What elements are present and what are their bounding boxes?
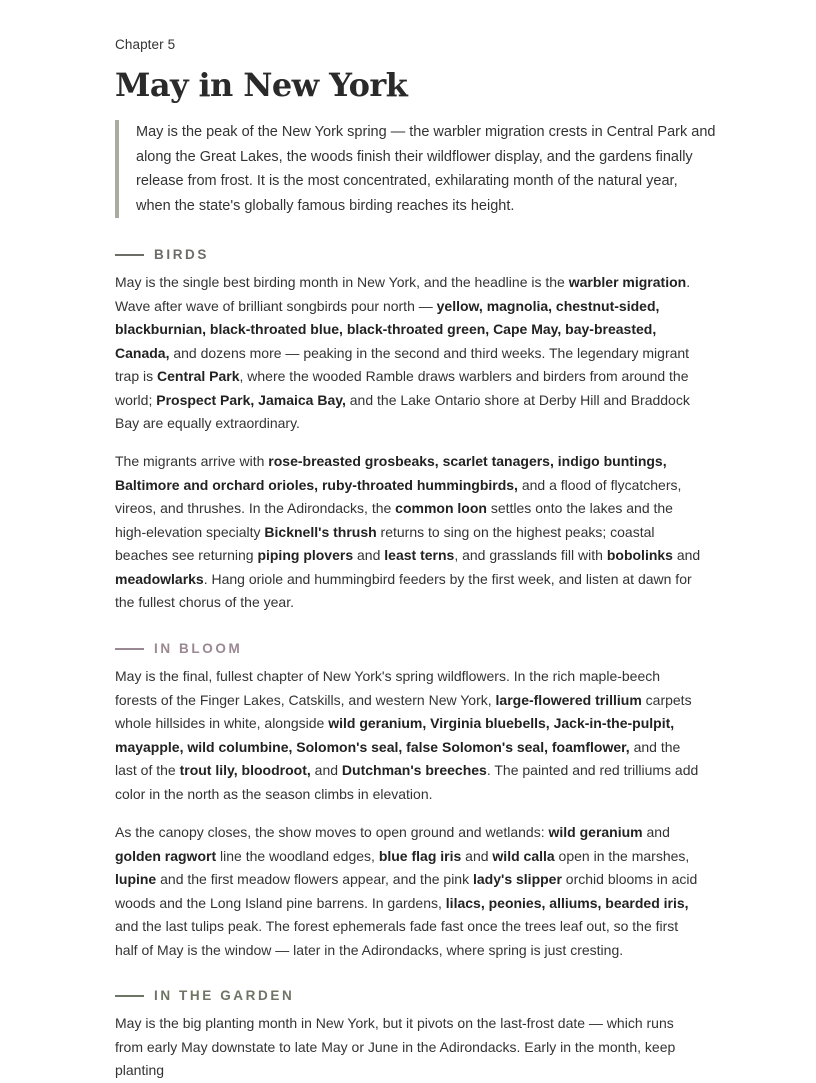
- bold-term: lilacs, peonies, alliums, bearded iris,: [445, 894, 689, 911]
- intro-blockquote: May is the peak of the New York spring — the warbler migration crests in Central Park and along the Great Lakes, the woods finish their wildflower display, and the gardens finally release from frost. It is the most concentrated, exhilarating month of the natural year, when the state's globally famous birding reaches its height.: [115, 120, 716, 218]
- birds-paragraph-2: [115, 450, 701, 615]
- bold-term: wild geranium, Virginia bluebells, Jack-in-the-pulpit, mayapple, wild columbine, Solomon's seal, false Solomon's seal, foamflower,: [115, 715, 675, 755]
- text-run: , where the wooded Ramble draws warblers and birders from around the world;: [115, 368, 689, 408]
- bold-term: least terns: [384, 547, 455, 563]
- bold-term: Prospect Park, Jamaica Bay,: [156, 391, 346, 408]
- text-run: As the canopy closes, the show moves to open ground and wetlands:: [115, 824, 549, 840]
- section-heading-label: BIRDS: [154, 247, 210, 262]
- text-run: and a flood of flycatchers, vireos, and thrushes. In the Adirondacks, the: [115, 476, 682, 516]
- text-run: orchid blooms in acid woods and the Long Island pine barrens. In gardens,: [115, 871, 698, 911]
- text-run: and the Lake Ontario shore at Derby Hill and Braddock Bay are equally extraordinary.: [115, 391, 690, 431]
- bold-term: Central Park: [157, 368, 240, 384]
- text-run: line the woodland edges,: [216, 847, 379, 864]
- text-run: carpets whole hillsides in white, alongside: [115, 691, 692, 731]
- bold-term: lupine: [115, 871, 157, 887]
- chapter-label: Chapter 5: [115, 37, 176, 52]
- bold-term: Dutchman's breeches: [341, 762, 487, 778]
- bold-term: trout lily, bloodroot,: [179, 762, 311, 778]
- section-heading-label: IN THE GARDEN: [154, 988, 295, 1003]
- text-run: and dozens more — peaking in the second and third weeks. The legendary migrant trap is: [115, 344, 690, 384]
- section-heading-in-bloom: [115, 641, 242, 656]
- bold-term: meadowlarks: [115, 570, 204, 587]
- text-run: , and grasslands fill with: [454, 547, 607, 563]
- bold-term: bobolinks: [606, 547, 673, 563]
- garden-paragraph-1: [115, 1012, 701, 1083]
- text-run: and the last of the: [115, 738, 681, 778]
- heading-rule: [115, 995, 144, 997]
- bold-term: rose-breasted grosbeaks, scarlet tanagers, indigo buntings, Baltimore and orchard orioles, ruby-throated hummingbirds,: [115, 453, 667, 493]
- text-run: and: [310, 762, 342, 778]
- bold-term: warbler migration: [568, 274, 687, 290]
- bold-term: piping plovers: [257, 547, 354, 563]
- text-run: May is the final, fullest chapter of New York's spring wildflowers. In the rich maple-beech forests of the Finger Lakes, Catskills, and western New York,: [115, 668, 661, 708]
- text-run: . The painted and red trilliums add color in the north as the season climbs in elevation.: [115, 762, 699, 802]
- text-run: and: [642, 824, 670, 840]
- text-run: and: [353, 547, 385, 563]
- bold-term: large-flowered trillium: [495, 691, 642, 708]
- text-run: May is the single best birding month in New York, and the headline is the: [115, 274, 569, 290]
- bold-term: yellow, magnolia, chestnut-sided, blackburnian, black-throated blue, black-throated green, Cape May, bay-breasted, Canada,: [115, 297, 660, 361]
- bold-term: lady's slipper: [472, 871, 562, 887]
- text-run: and the last tulips peak. The forest ephemerals fade fast once the trees leaf out, so the first half of May is the window — later in the Adirondacks, where spring is just cresting.: [115, 918, 679, 958]
- birds-paragraph-1: [115, 271, 701, 436]
- bloom-paragraph-2: [115, 821, 701, 962]
- bold-term: wild geranium: [548, 824, 643, 840]
- section-heading-label: IN BLOOM: [154, 641, 243, 656]
- text-run: and: [461, 847, 493, 864]
- text-run: and: [672, 547, 701, 563]
- text-run: and the first meadow flowers appear, and the pink: [156, 871, 473, 887]
- heading-rule: [115, 648, 144, 650]
- bold-term: common loon: [395, 500, 487, 516]
- bold-term: golden ragwort: [115, 847, 217, 864]
- text-run: settles onto the lakes and the high-elevation specialty: [115, 500, 673, 540]
- bold-term: wild calla: [492, 847, 555, 864]
- bloom-paragraph-1: [115, 665, 701, 806]
- bold-term: blue flag iris: [378, 847, 462, 864]
- chapter-title: May in New York: [115, 66, 408, 104]
- section-heading-in-the-garden: [115, 988, 294, 1003]
- bold-term: Bicknell's thrush: [264, 523, 377, 540]
- text-run: returns to sing on the highest peaks; coastal beaches see returning: [115, 523, 655, 563]
- text-run: May is the big planting month in New York, but it pivots on the last-frost date — which runs from early May downstate to late May or June in the Adirondacks. Early in the month, keep planting: [115, 1015, 676, 1078]
- section-heading-birds: [115, 247, 209, 262]
- text-run: open in the marshes,: [554, 847, 690, 864]
- heading-rule: [115, 254, 144, 256]
- text-run: . Hang oriole and hummingbird feeders by the first week, and listen at dawn for the fullest chorus of the year.: [115, 570, 692, 610]
- text-run: . Wave after wave of brilliant songbirds pour north —: [115, 274, 691, 314]
- text-run: The migrants arrive with: [115, 453, 269, 469]
